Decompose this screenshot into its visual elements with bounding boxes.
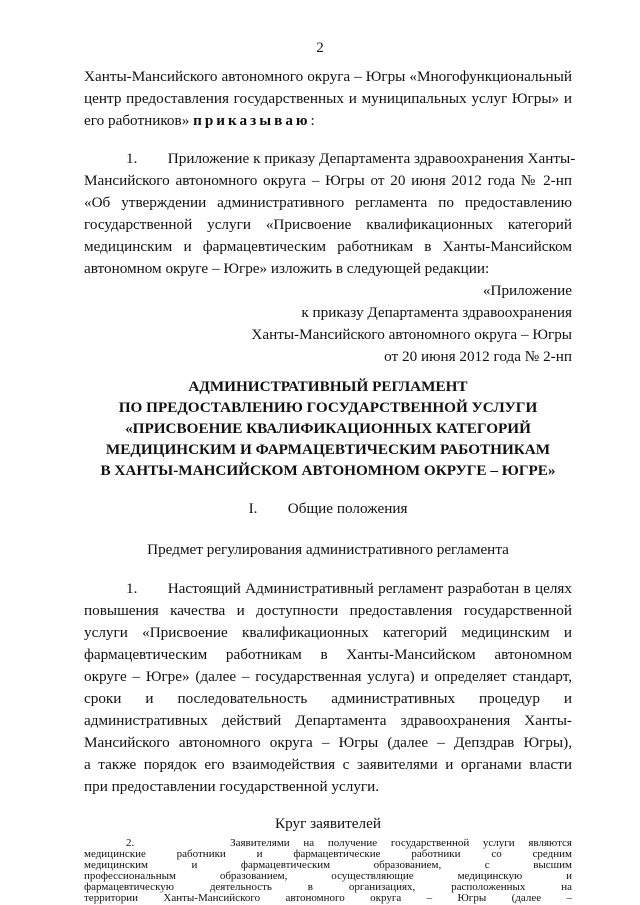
item1-line: автономном округе – Югре» изложить в следующей редакции:: [84, 260, 490, 277]
para1-line: сроки и последовательность административных процедур и: [84, 690, 572, 707]
item1-line: государственной услуги «Присвоение квалификационных категорий: [84, 216, 572, 233]
para2-line: медицинским и фармацевтическим образованием, с высшим: [84, 859, 572, 871]
document-title-line: МЕДИЦИНСКИМ И ФАРМАЦЕВТИЧЕСКИМ РАБОТНИКАМ: [105, 441, 551, 458]
document-title-line: АДМИНИСТРАТИВНЫЙ РЕГЛАМЕНТ: [188, 378, 468, 395]
document-title-line: «ПРИСВОЕНИЕ КВАЛИФИКАЦИОННЫХ КАТЕГОРИЙ: [125, 420, 531, 437]
para1-last-line: при предоставлении государственной услуги.: [84, 778, 380, 795]
para1-line: округе – Югре» (далее – государственная услуга) и определяет стандарт,: [84, 668, 572, 685]
appendix-header-line: к приказу Департамента здравоохранения: [301, 304, 572, 321]
item1-line: «Об утверждении административного регламента по предоставлению: [84, 194, 572, 211]
appendix-header-line: от 20 июня 2012 года № 2-нп: [384, 348, 572, 365]
item1-line: медицинским и фармацевтическим работникам в Ханты-Мансийском: [84, 238, 572, 255]
item1-line: 1. Приложение к приказу Департамента здравоохранения Ханты-: [126, 150, 576, 167]
para1-line: а также порядок его взаимодействия с заявителями и органами власти: [84, 756, 572, 773]
appendix-header-line: Ханты-Мансийского автономного округа – Югры: [251, 326, 572, 343]
para1-line: Мансийского автономного округа – Югры (далее – Депздрав Югры),: [84, 734, 572, 751]
document-title-line: В ХАНТЫ-МАНСИЙСКОМ АВТОНОМНОМ ОКРУГЕ – ЮГРЕ»: [100, 462, 556, 479]
page-number: 2: [316, 40, 324, 56]
intro-text: его работников»: [84, 112, 190, 129]
order-word: приказываю: [193, 112, 311, 129]
para1-line: повышения качества и доступности предоставления государственной: [84, 602, 572, 619]
para1-line: 1. Настоящий Административный регламент разработан в целях: [126, 580, 572, 597]
intro-line: Ханты-Мансийского автономного округа – Югры «Многофункциональный: [84, 68, 572, 85]
subsection-heading: Предмет регулирования административного регламента: [147, 541, 509, 558]
para1-line: административных действий Департамента здравоохранения Ханты-: [84, 712, 572, 729]
intro-last-line: [84, 112, 572, 130]
subsection-heading: Круг заявителей: [275, 815, 381, 832]
para1-line: фармацевтическим работникам в Ханты-Мансийском автономном: [84, 646, 572, 663]
item1-line: Мансийского автономного округа – Югры от 20 июня 2012 года № 2-нп: [84, 172, 572, 189]
colon: :: [310, 112, 315, 129]
para2-line: профессиональным образованием, осуществляющие медицинскую и: [84, 870, 572, 882]
para2-line: территории Ханты-Мансийского автономного округа – Югры (далее –: [84, 892, 572, 904]
para2-line: 2. Заявителями на получение государственной услуги являются: [126, 837, 572, 849]
para1-line: услуги «Присвоение квалификационных категорий медицинским и: [84, 624, 572, 641]
section-heading: I. Общие положения: [248, 500, 408, 517]
appendix-header-line: «Приложение: [482, 282, 572, 299]
para2-line: медицинские работники и фармацевтические работники со средним: [84, 848, 572, 860]
intro-line: центр предоставления государственных и муниципальных услуг Югры» и: [84, 90, 572, 107]
para2-line: фармацевтическую деятельность в организациях, расположенных на: [84, 881, 572, 893]
document-title-line: ПО ПРЕДОСТАВЛЕНИЮ ГОСУДАРСТВЕННОЙ УСЛУГИ: [118, 399, 538, 416]
